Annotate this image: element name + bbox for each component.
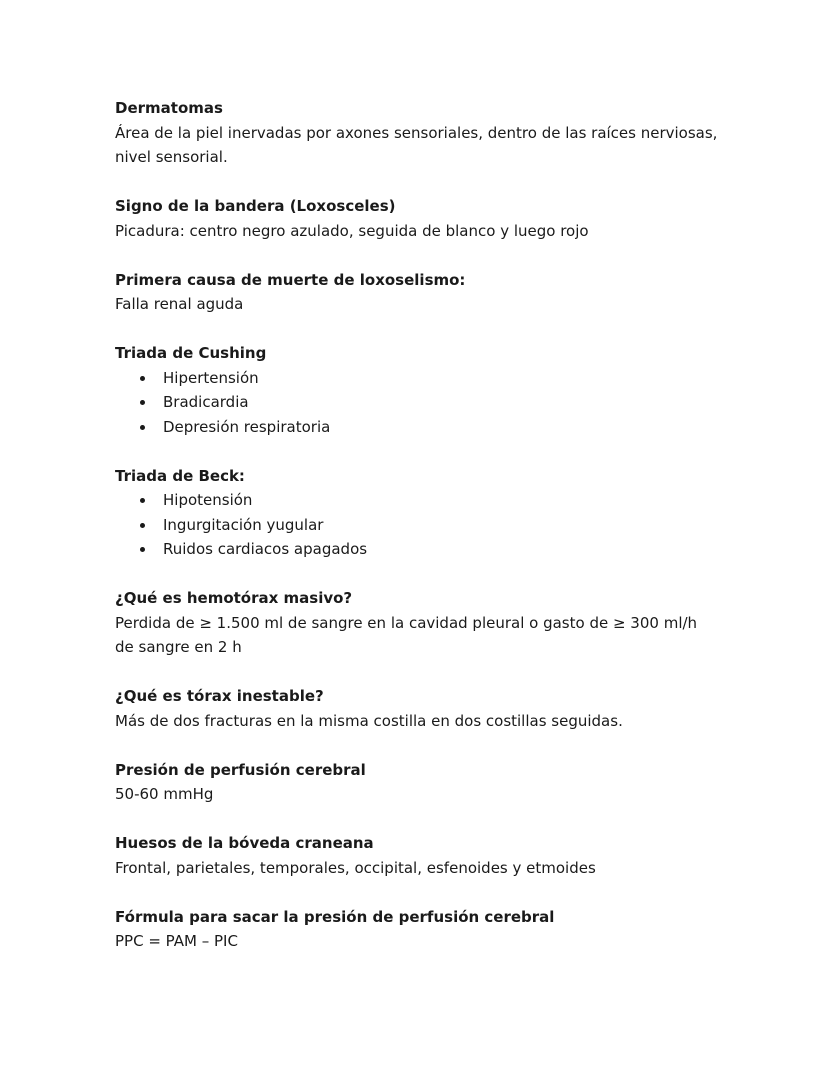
- bullet-icon: [140, 400, 145, 405]
- section-presion-perfusion: [115, 758, 718, 807]
- section-heading: ¿Qué es tórax inestable?: [115, 687, 324, 705]
- list-item: [115, 366, 718, 391]
- list-item-text: Depresión respiratoria: [163, 417, 331, 436]
- bullet-icon: [140, 425, 145, 430]
- list-item-text: Hipertensión: [163, 368, 259, 387]
- section-heading: Signo de la bandera (Loxosceles): [115, 197, 396, 215]
- bullet-icon: [140, 376, 145, 381]
- section-heading: ¿Qué es hemotórax masivo?: [115, 589, 353, 607]
- section-text: Picadura: centro negro azulado, seguida de blanco y luego rojo: [115, 221, 589, 240]
- section-text: Perdida de ≥ 1.500 ml de sangre en la cavidad pleural o gasto de ≥ 300 ml/h de sangre en 2 h: [115, 613, 698, 656]
- section-text: Más de dos fracturas en la misma costilla en dos costillas seguidas.: [115, 711, 623, 730]
- section-heading: Triada de Cushing: [115, 344, 267, 362]
- list-item-text: Ruidos cardiacos apagados: [163, 540, 368, 558]
- list-item: [115, 488, 718, 513]
- section-text: Área de la piel inervadas por axones sensoriales, dentro de las raíces nerviosas, nivel sensorial.: [115, 123, 718, 166]
- section-text: 50-60 mmHg: [115, 785, 214, 803]
- section-text: PPC = PAM – PIC: [115, 932, 238, 950]
- bullet-list: [115, 488, 718, 562]
- section-torax-inestable: [115, 684, 718, 733]
- section-heading: Dermatomas: [115, 99, 223, 117]
- section-formula-ppc: [115, 905, 718, 954]
- section-heading: Triada de Beck:: [115, 466, 245, 485]
- list-item: [115, 390, 718, 415]
- bullet-icon: [140, 547, 145, 552]
- section-triada-beck: [115, 464, 718, 562]
- list-item: [115, 537, 718, 562]
- section-heading: Presión de perfusión cerebral: [115, 760, 366, 779]
- list-item: [115, 415, 718, 440]
- list-item: [115, 513, 718, 538]
- section-text: Frontal, parietales, temporales, occipital, esfenoides y etmoides: [115, 858, 596, 877]
- section-heading: Primera causa de muerte de loxoselismo:: [115, 270, 466, 289]
- bullet-icon: [140, 498, 145, 503]
- section-signo-bandera: [115, 194, 718, 243]
- section-heading: Fórmula para sacar la presión de perfusión cerebral: [115, 907, 555, 926]
- section-dermatomas: [115, 96, 718, 170]
- section-heading: Huesos de la bóveda craneana: [115, 834, 374, 852]
- list-item-text: Bradicardia: [163, 393, 249, 411]
- section-triada-cushing: [115, 341, 718, 439]
- bullet-icon: [140, 523, 145, 528]
- bullet-list: [115, 366, 718, 440]
- section-text: Falla renal aguda: [115, 295, 244, 313]
- list-item-text: Ingurgitación yugular: [163, 515, 324, 534]
- section-hemotorax-masivo: [115, 586, 718, 660]
- list-item-text: Hipotensión: [163, 491, 253, 509]
- section-huesos-boveda: [115, 831, 718, 880]
- section-causa-muerte-loxoselismo: [115, 268, 718, 317]
